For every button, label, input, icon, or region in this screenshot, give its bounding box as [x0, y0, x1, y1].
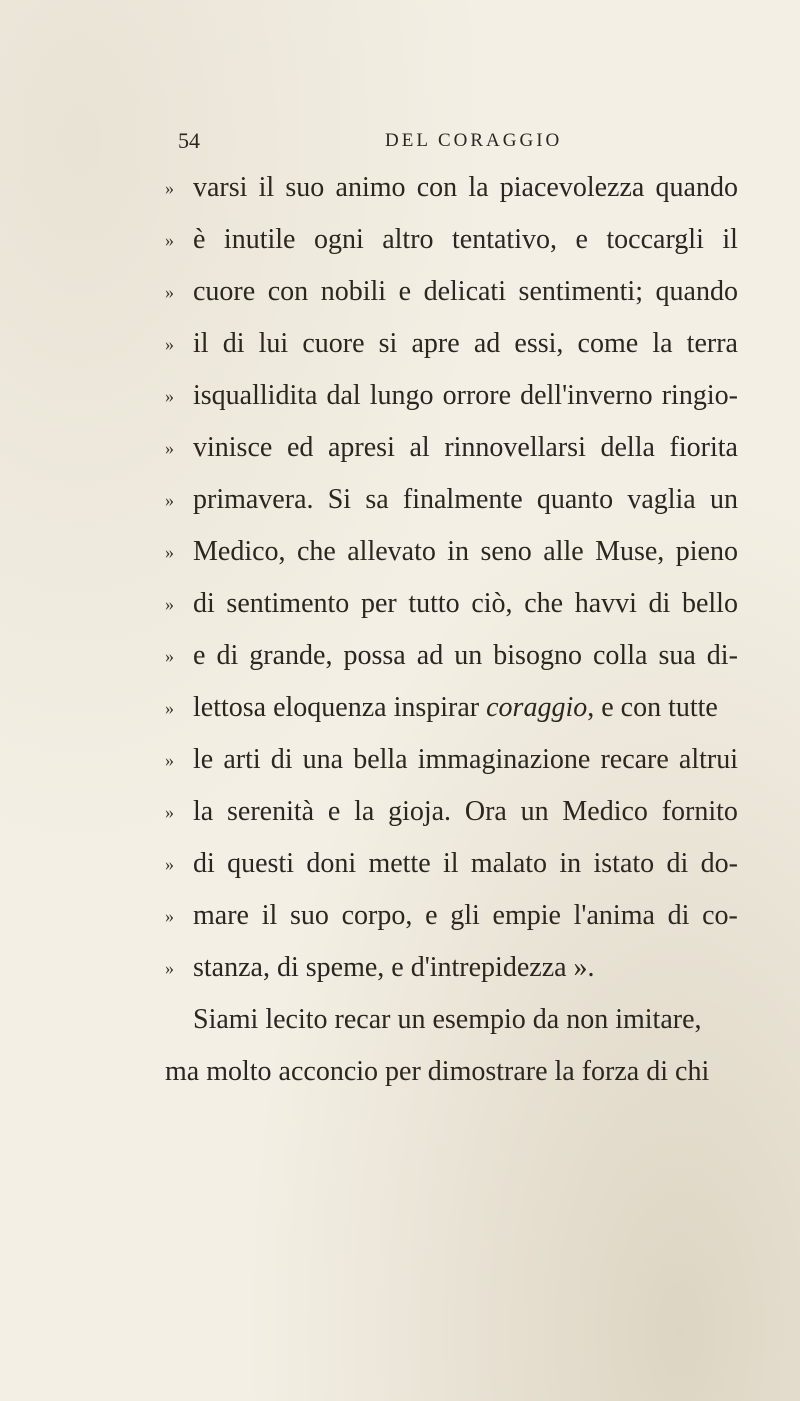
word: l'anima	[573, 900, 655, 931]
quote-mark: »	[165, 542, 174, 562]
word: cuore	[193, 276, 256, 307]
line-text	[193, 478, 738, 522]
line-text	[193, 426, 738, 470]
line-text: stanza, di speme, e d'intrepidezza ».	[193, 952, 595, 983]
word: colla	[592, 640, 648, 671]
word: fiorita	[669, 432, 738, 463]
line-text-before: lettosa eloquenza inspirar	[193, 692, 480, 723]
word: primavera.	[193, 484, 314, 515]
word: di	[216, 640, 239, 671]
word: il	[722, 224, 738, 255]
word: mette	[368, 848, 431, 879]
word: di	[193, 848, 215, 879]
line-text	[193, 634, 738, 678]
word: un	[709, 484, 738, 515]
word: toccargli	[606, 224, 704, 255]
text-line	[165, 790, 740, 834]
word: è	[193, 224, 206, 255]
line-text	[193, 218, 738, 262]
word: sentimento	[226, 588, 350, 619]
word: vaglia	[627, 484, 696, 515]
text-line	[165, 634, 740, 678]
word: il	[193, 328, 209, 359]
word: Medico,	[193, 536, 286, 567]
word: immaginazione	[417, 744, 591, 775]
word: cuore	[302, 328, 365, 359]
word: piacevolezza	[499, 172, 645, 203]
word: bello	[681, 588, 738, 619]
word: alle	[543, 536, 584, 567]
word: dell'inverno	[520, 380, 653, 411]
quote-mark: »	[165, 646, 174, 666]
word: suo	[289, 900, 329, 931]
text-line	[165, 738, 740, 782]
line-text	[193, 842, 738, 886]
text-line	[165, 894, 740, 938]
word: ad	[416, 640, 444, 671]
line-text	[193, 270, 738, 314]
word: di-	[706, 640, 738, 671]
word: per	[360, 588, 397, 619]
word: e	[193, 640, 206, 671]
word: in	[559, 848, 582, 879]
word: Ora	[464, 796, 507, 827]
word: e	[398, 276, 412, 307]
word: una	[302, 744, 344, 775]
word: con	[416, 172, 458, 203]
word: pieno	[675, 536, 738, 567]
word: corpo,	[341, 900, 413, 931]
word: di	[648, 588, 671, 619]
line-text	[193, 530, 738, 574]
word: che	[524, 588, 564, 619]
word: la	[354, 796, 375, 827]
text-line	[165, 218, 740, 262]
text-line	[165, 322, 740, 366]
text-line	[165, 582, 740, 626]
line-text-after: , e con tutte	[587, 692, 718, 723]
word: finalmente	[402, 484, 523, 515]
quote-mark: »	[165, 854, 174, 874]
word: mare	[193, 900, 249, 931]
word: bella	[353, 744, 408, 775]
word: istato	[593, 848, 655, 879]
word: si	[378, 328, 398, 359]
word: nobili	[320, 276, 387, 307]
word: di	[222, 328, 245, 359]
word: il	[442, 848, 459, 879]
word: quando	[655, 172, 738, 203]
word: possa	[343, 640, 406, 671]
word: e	[425, 900, 438, 931]
word: arti	[223, 744, 261, 775]
word: ed	[286, 432, 314, 463]
word: do-	[700, 848, 738, 879]
word: della	[600, 432, 655, 463]
word: con	[267, 276, 309, 307]
word: altro	[382, 224, 434, 255]
word: gioja.	[388, 796, 452, 827]
word: bisogno	[493, 640, 582, 671]
word: apresi	[328, 432, 395, 463]
line-text	[193, 686, 738, 730]
emphasis-word: coraggio	[486, 692, 588, 723]
line-text	[193, 738, 738, 782]
quote-mark: »	[165, 490, 174, 510]
word: e	[575, 224, 588, 255]
quote-mark: »	[165, 334, 174, 354]
text-line	[165, 686, 740, 730]
quote-mark: »	[165, 750, 174, 770]
word: lungo	[369, 380, 434, 411]
word: ad	[473, 328, 501, 359]
text-line	[165, 530, 740, 574]
word: ringio-	[661, 380, 738, 411]
word: quando	[655, 276, 738, 307]
word: il	[258, 172, 275, 203]
word: apre	[411, 328, 460, 359]
word: Si	[327, 484, 352, 515]
text-line	[165, 270, 740, 314]
page-number: 54	[178, 128, 200, 153]
word: la	[652, 328, 673, 359]
text-line	[165, 426, 740, 470]
word: al	[409, 432, 430, 463]
line-text	[193, 790, 738, 834]
text-line	[165, 478, 740, 522]
text-line	[165, 166, 740, 210]
word: quanto	[536, 484, 614, 515]
paragraph-line: Siami lecito recar un esempio da non imitare,	[193, 1004, 702, 1035]
word: serenità	[227, 796, 315, 827]
word: orrore	[442, 380, 512, 411]
word: essi,	[514, 328, 564, 359]
word: isquallidita	[193, 380, 318, 411]
word: tutto	[408, 588, 460, 619]
word: co-	[702, 900, 738, 931]
word: varsi	[193, 172, 248, 203]
word: sua	[658, 640, 696, 671]
quote-mark: »	[165, 386, 174, 406]
word: e	[327, 796, 341, 827]
quote-mark: »	[165, 178, 174, 198]
quote-mark: »	[165, 958, 174, 978]
quote-mark: »	[165, 230, 174, 250]
word: le	[193, 744, 214, 775]
word: di	[193, 588, 215, 619]
word: recare	[600, 744, 669, 775]
word: fornito	[661, 796, 738, 827]
word: malato	[470, 848, 548, 879]
word: dal	[326, 380, 361, 411]
word: questi	[227, 848, 294, 879]
word: un	[454, 640, 483, 671]
word: Medico	[562, 796, 648, 827]
quote-mark: »	[165, 282, 174, 302]
text-line	[165, 842, 740, 886]
quote-mark: »	[165, 594, 174, 614]
word: di	[270, 744, 293, 775]
word: gli	[450, 900, 480, 931]
line-text	[193, 374, 738, 418]
word: sa	[365, 484, 389, 515]
line-text	[193, 582, 738, 626]
quote-mark: »	[165, 906, 174, 926]
quote-mark: »	[165, 802, 174, 822]
word: che	[296, 536, 336, 567]
word: di	[666, 848, 689, 879]
word: havvi	[574, 588, 637, 619]
word: suo	[285, 172, 325, 203]
word: terra	[686, 328, 738, 359]
page-header	[178, 128, 738, 158]
word: delicati	[423, 276, 506, 307]
word: Muse,	[595, 536, 665, 567]
text-line	[165, 946, 740, 990]
word: altrui	[678, 744, 738, 775]
line-text	[193, 166, 738, 210]
word: lui	[258, 328, 289, 359]
line-text	[193, 894, 738, 938]
word: la	[468, 172, 489, 203]
line-text	[193, 322, 738, 366]
word: sentimenti;	[518, 276, 643, 307]
word: ogni	[313, 224, 364, 255]
running-head: DEL CORAGGIO	[385, 130, 563, 151]
word: la	[193, 796, 214, 827]
word: vinisce	[193, 432, 273, 463]
word: grande,	[249, 640, 333, 671]
word: empie	[492, 900, 561, 931]
quote-mark: »	[165, 698, 174, 718]
quote-mark: »	[165, 438, 174, 458]
word: di	[667, 900, 690, 931]
word: allevato	[347, 536, 436, 567]
word: seno	[480, 536, 532, 567]
word: doni	[306, 848, 357, 879]
word: un	[520, 796, 549, 827]
word: tentativo,	[452, 224, 557, 255]
word: animo	[335, 172, 406, 203]
word: in	[447, 536, 470, 567]
text-line	[165, 374, 740, 418]
word: inutile	[223, 224, 296, 255]
word: rinnovellarsi	[444, 432, 586, 463]
word: ciò,	[471, 588, 513, 619]
word: come	[577, 328, 639, 359]
word: il	[261, 900, 278, 931]
paragraph-line: ma molto acconcio per dimostrare la forza di chi	[165, 1056, 710, 1087]
